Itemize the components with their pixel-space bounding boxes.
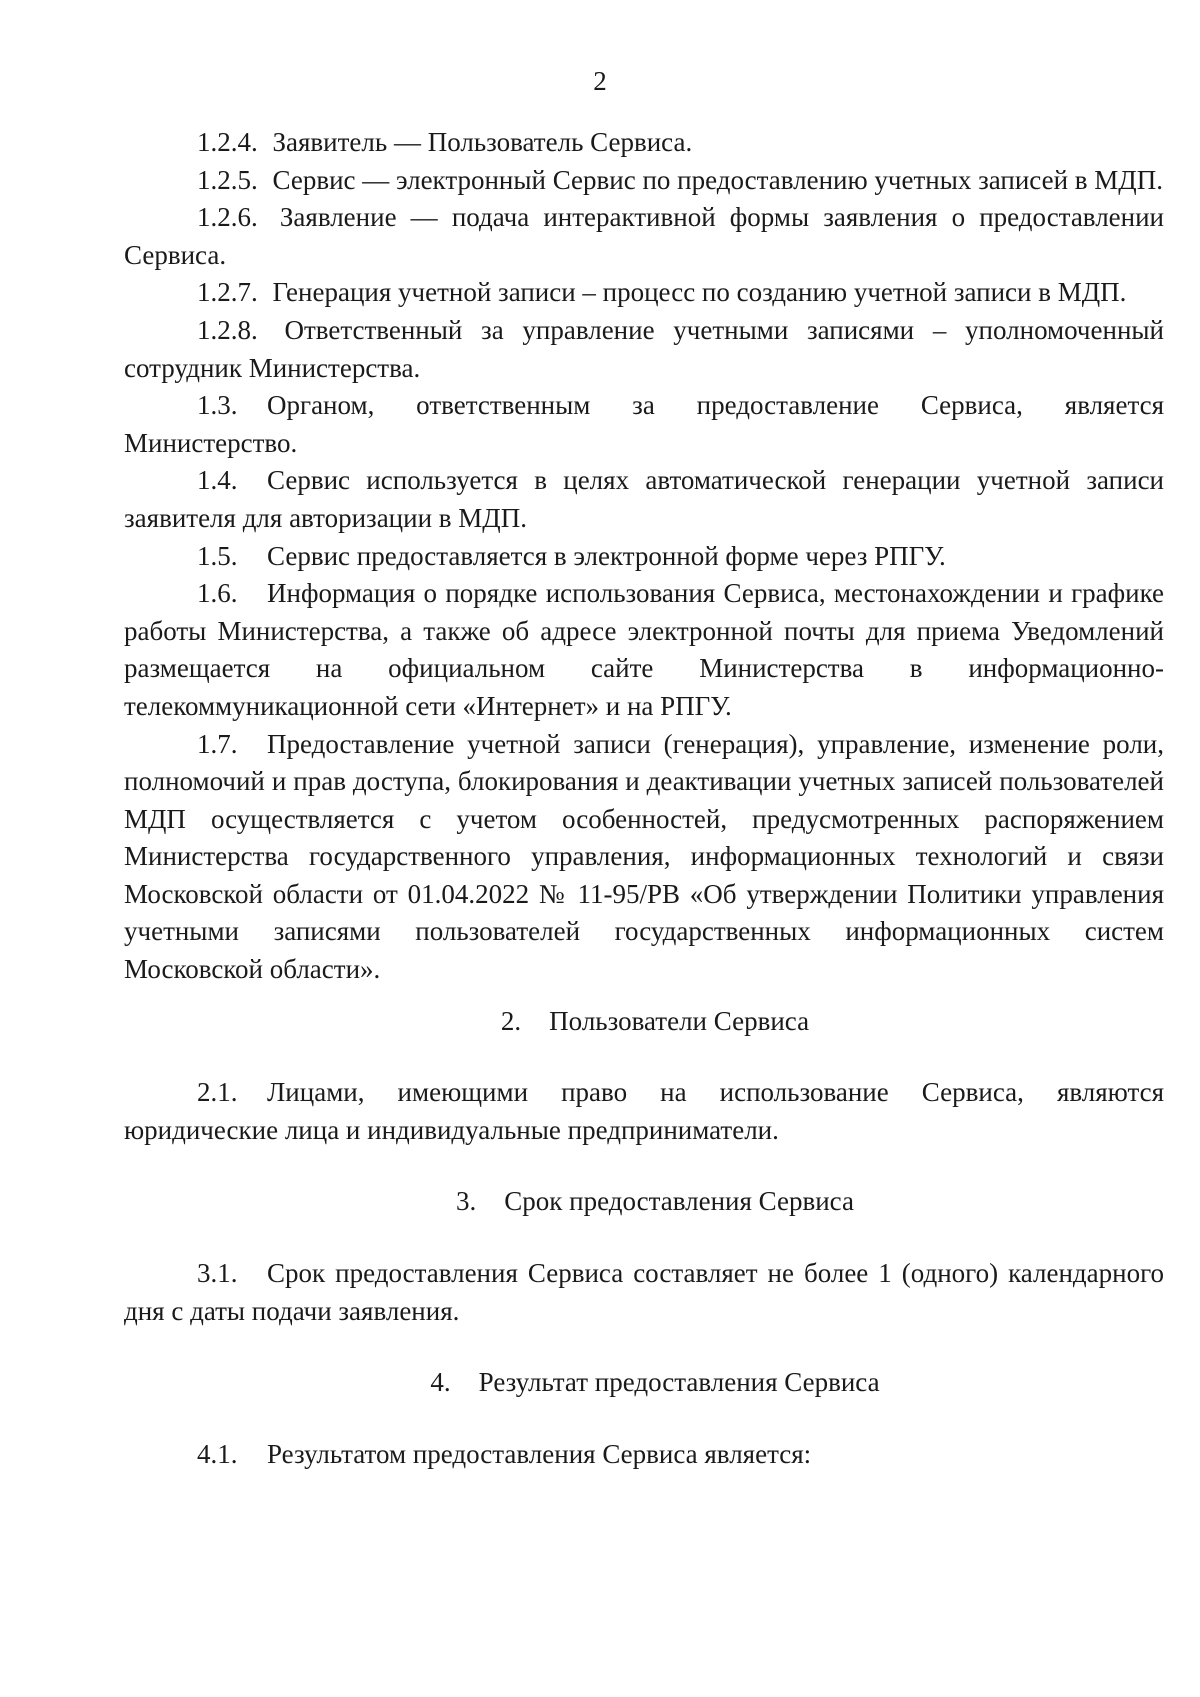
section-title: Результат предоставления Сервиса — [478, 1367, 880, 1398]
paragraph-number: 1.2.4. — [197, 127, 258, 157]
paragraph-1-3 — [124, 387, 1164, 462]
paragraph-text: Информация о порядке использования Сервиса, местонахождении и графике работы Министерства, а также об адресе электронной почты для приема Уведомлений размещается на официальном сайте Министерства в информационно-телекоммуникационной сети «Интернет» и на РПГУ. — [124, 578, 1164, 721]
paragraph-number: 1.2.7. — [197, 277, 258, 308]
paragraph-text: Срок предоставления Сервиса составляет не более 1 (одного) календарного дня с даты подачи заявления. — [124, 1258, 1164, 1326]
paragraph-text: Лицами, имеющими право на использование Сервиса, являются юридические лица и индивидуальные предприниматели. — [124, 1077, 1164, 1145]
paragraph-1-4 — [124, 462, 1164, 537]
paragraph-text: Органом, ответственным за предоставление Сервиса, является Министерство. — [124, 390, 1164, 458]
paragraph-1-2-4 — [124, 124, 1164, 162]
paragraph-3-1 — [124, 1255, 1164, 1330]
section-title: Пользователи Сервиса — [549, 1005, 810, 1036]
paragraph-text: Заявитель — Пользователь Сервиса. — [272, 127, 693, 157]
section-heading-2 — [124, 1003, 1164, 1041]
paragraph-number: 1.2.5. — [197, 164, 258, 195]
paragraph-text: Результатом предоставления Сервиса является: — [267, 1438, 812, 1469]
paragraph-number: 2.1. — [197, 1077, 238, 1108]
paragraph-number: 1.5. — [197, 540, 238, 571]
document-body — [124, 124, 1164, 1473]
paragraph-text: Генерация учетной записи – процесс по созданию учетной записи в МДП. — [272, 277, 1127, 308]
paragraph-number: 1.7. — [197, 728, 238, 759]
section-number: 2. — [500, 1005, 522, 1036]
paragraph-text: Предоставление учетной записи (генерация), управление, изменение роли, полномочий и прав доступа, блокирования и деактивации учетных записей пользователей МДП осуществляется с учетом особенностей, предусмотренных распоряжением Министерства государственного управления, информационных технологий и связи Московской области от 01.04.2022 № 11-95/РВ «Об утверждении Политики управления учетными записями пользователей государственных информационных систем Московской области». — [124, 728, 1164, 985]
paragraph-text: Заявление — подача интерактивной формы заявления о предоставлении Сервиса. — [124, 202, 1164, 270]
paragraph-number: 1.4. — [197, 465, 238, 496]
paragraph-1-2-6 — [124, 199, 1164, 274]
paragraph-text: Сервис предоставляется в электронной форме через РПГУ. — [267, 540, 946, 571]
paragraph-1-5 — [124, 538, 1164, 576]
paragraph-number: 4.1. — [197, 1438, 238, 1469]
paragraph-1-6 — [124, 575, 1164, 725]
paragraph-text: Сервис — электронный Сервис по предоставлению учетных записей в МДП. — [272, 164, 1163, 195]
paragraph-number: 1.2.8. — [197, 314, 258, 345]
paragraph-2-1 — [124, 1074, 1164, 1149]
paragraph-text: Сервис используется в целях автоматической генерации учетной записи заявителя для авторизации в МДП. — [124, 465, 1164, 533]
paragraph-1-7 — [124, 726, 1164, 989]
paragraph-number: 1.2.6. — [197, 202, 258, 233]
paragraph-text: Ответственный за управление учетными записями – уполномоченный сотрудник Министерства. — [124, 314, 1164, 383]
section-heading-4 — [124, 1364, 1164, 1402]
section-heading-3 — [124, 1183, 1164, 1221]
paragraph-1-2-7 — [124, 274, 1164, 312]
section-number: 4. — [430, 1367, 451, 1398]
paragraph-number: 3.1. — [197, 1258, 238, 1289]
paragraph-1-2-8 — [124, 312, 1164, 387]
section-title: Срок предоставления Сервиса — [504, 1186, 854, 1217]
section-number: 3. — [456, 1186, 477, 1217]
paragraph-4-1 — [124, 1436, 1164, 1474]
paragraph-number: 1.6. — [197, 578, 238, 609]
paragraph-1-2-5 — [124, 162, 1164, 200]
paragraph-number: 1.3. — [197, 390, 238, 421]
page-number: 2 — [593, 66, 607, 96]
